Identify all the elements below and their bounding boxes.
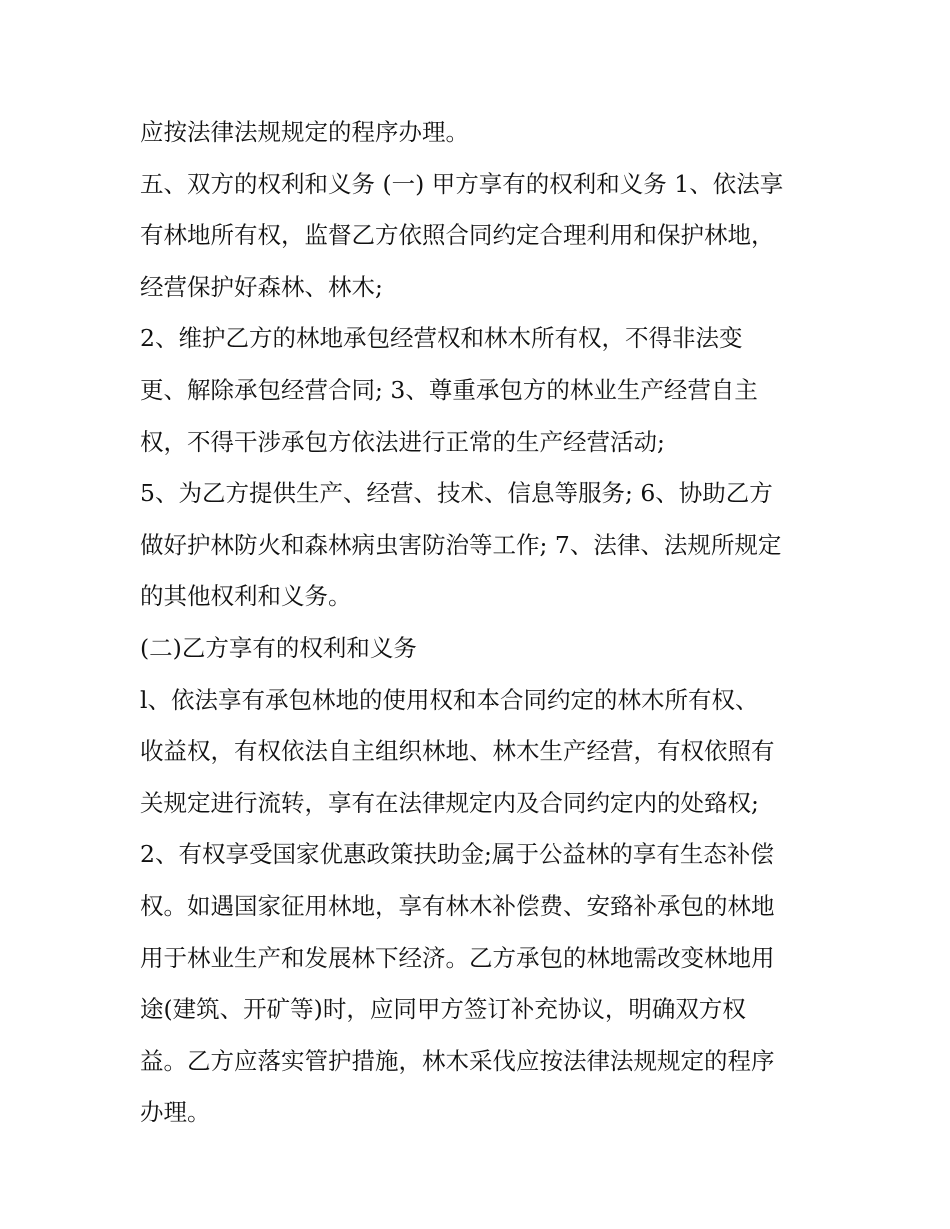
text-line: 做好护林防火和森林病虫害防治等工作; 7、法律、法规所规定 (140, 530, 782, 559)
document-body (140, 107, 840, 1139)
text-line: 应按法律法规规定的程序办理。 (140, 118, 469, 146)
text-line: 经营保护好森林、林木; (140, 272, 383, 301)
text-line: 益。乙方应落实管护措施，林木采伐应按法律法规规定的程序 (140, 1046, 775, 1075)
text-line: l、依法享有承包林地的使用权和本合同约定的林木所有权、 (140, 685, 759, 714)
text-line: (二)乙方享有的权利和义务 (140, 633, 417, 662)
text-line: 途(建筑、开矿等)时，应同甲方签订补充协议，明确双方权 (140, 995, 746, 1024)
text-line: 的其他权利和义务。 (140, 582, 352, 611)
text-line: 五、双方的权利和义务 (一) 甲方享有的权利和义务 1、依法享 (140, 169, 784, 198)
text-line: 收益权，有权依法自主组织林地、林木生产经营，有权依照有 (140, 737, 775, 766)
text-line: 权。如遇国家征用林地，享有林木补偿费、安臵补承包的林地 (140, 891, 775, 920)
text-line: 2、维护乙方的林地承包经营权和林木所有权，不得非法变 (140, 324, 743, 353)
text-line: 权，不得干涉承包方依法进行正常的生产经营活动; (140, 427, 665, 456)
text-line: 关规定进行流转，享有在法律规定内及合同约定内的处臵权; (140, 788, 759, 817)
text-line: 5、为乙方提供生产、经营、技术、信息等服务; 6、协助乙方 (140, 479, 773, 508)
text-line: 用于林业生产和发展林下经济。乙方承包的林地需改变林地用 (140, 943, 775, 972)
text-line: 有林地所有权，监督乙方依照合同约定合理利用和保护林地， (140, 221, 775, 250)
text-line: 办理。 (140, 1098, 211, 1127)
text-line: 更、解除承包经营合同; 3、尊重承包方的林业生产经营自主 (140, 375, 758, 404)
text-line: 2、有权享受国家优惠政策扶助金;属于公益林的享有生态补偿 (140, 840, 774, 869)
